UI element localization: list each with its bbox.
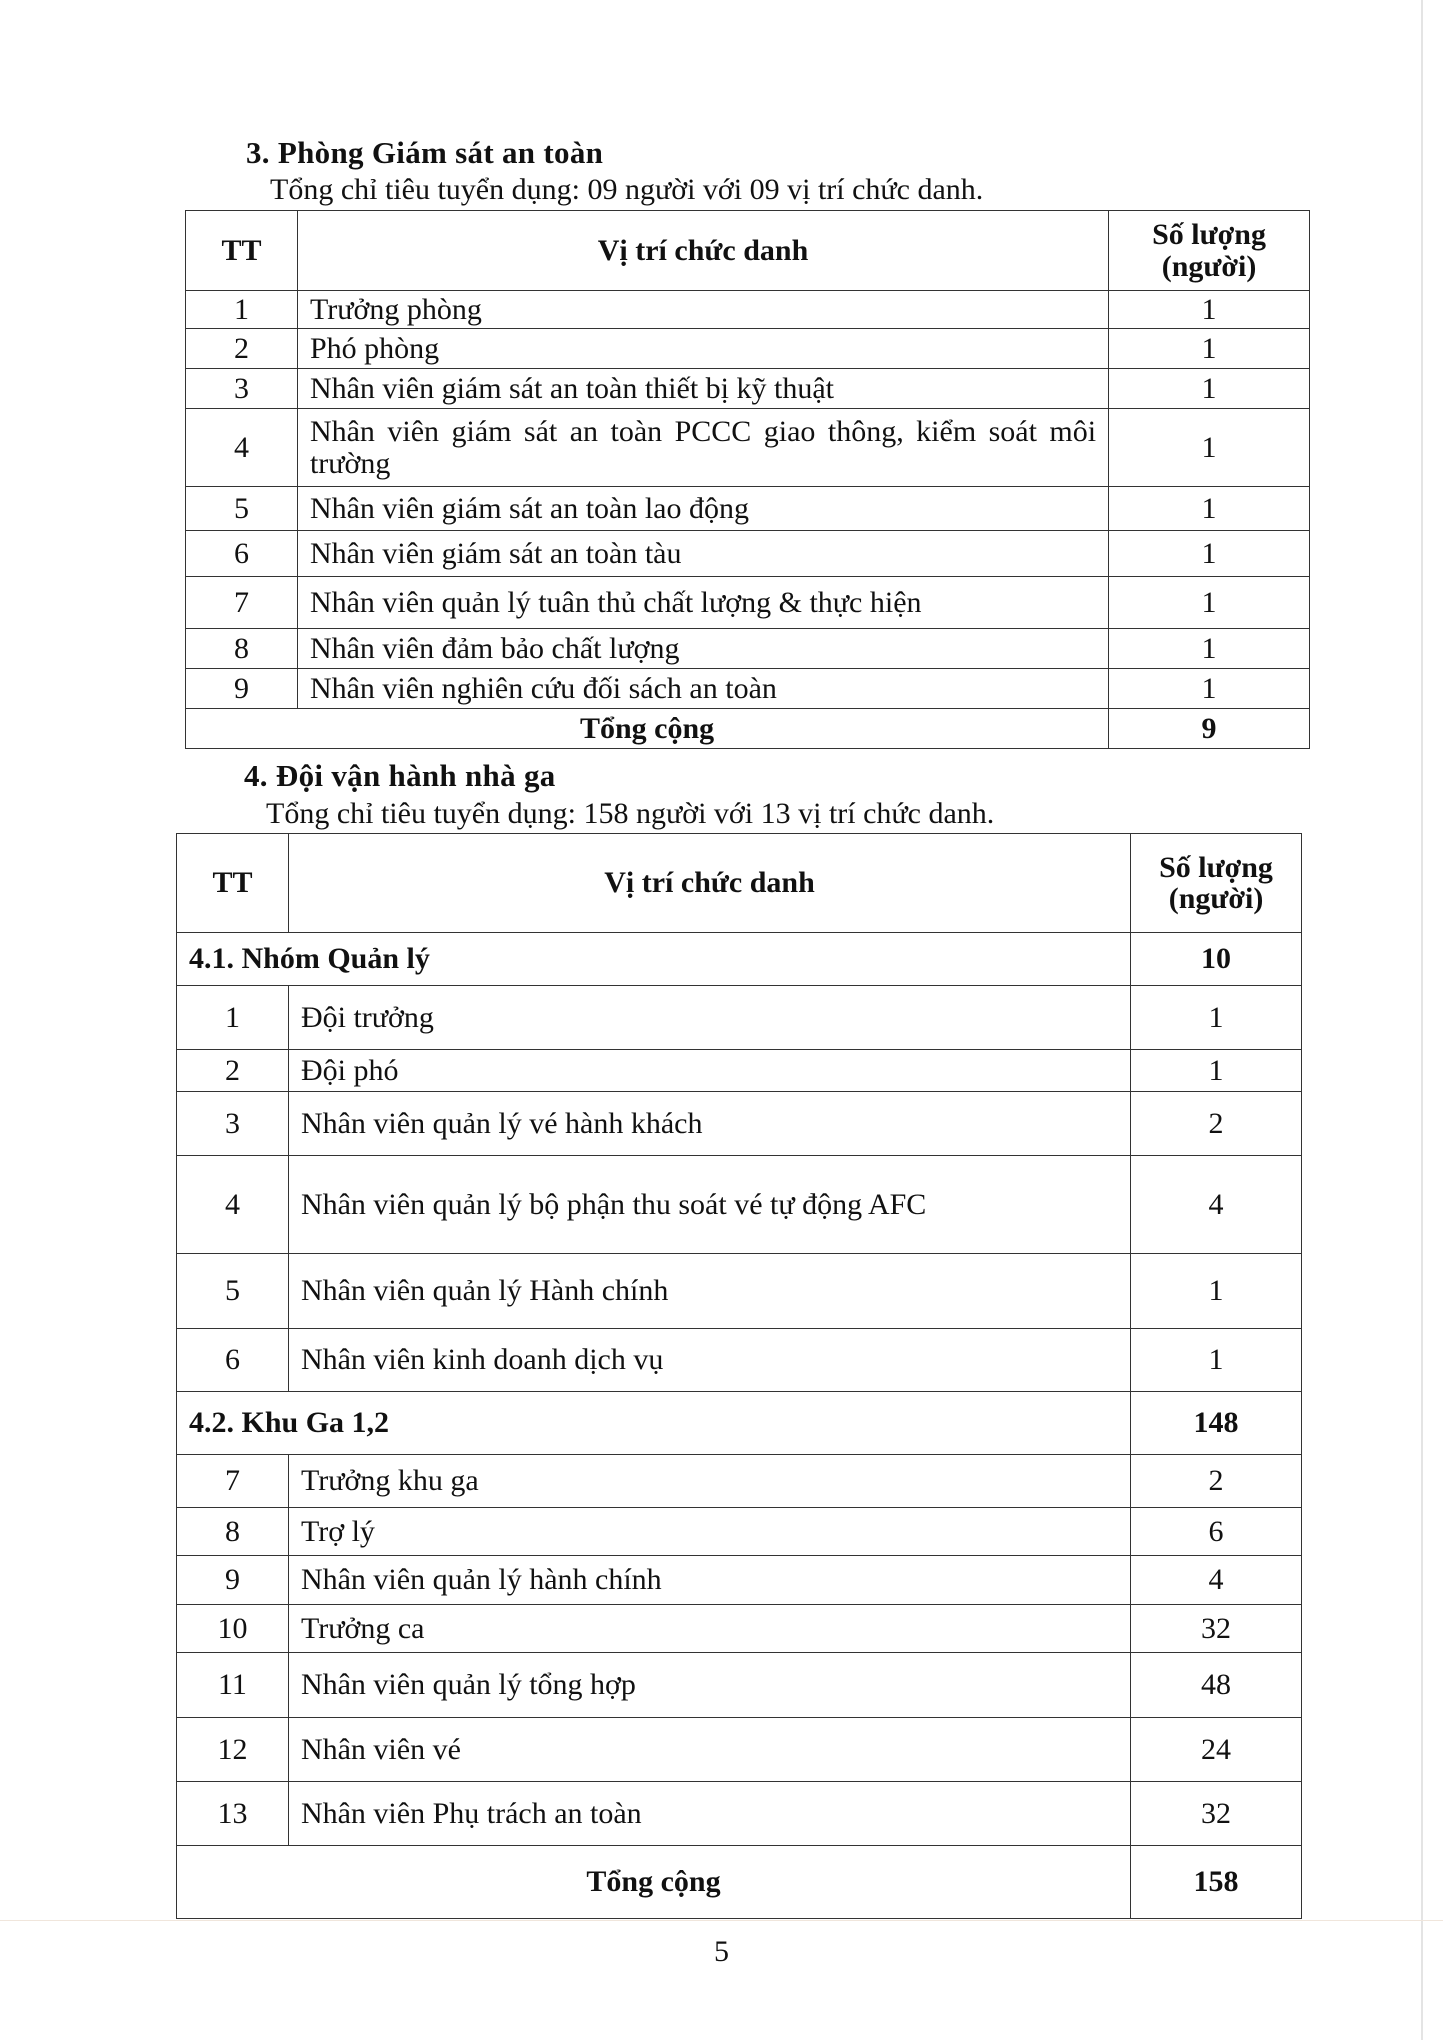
section-3-table [185, 210, 1310, 749]
row-qty: 1 [1109, 291, 1310, 329]
row-tt: 2 [186, 329, 298, 369]
row-tt: 12 [177, 1718, 289, 1782]
table-row [177, 1156, 1302, 1254]
col-qty-header [1131, 834, 1302, 933]
table-row [186, 531, 1310, 577]
row-qty: 1 [1109, 487, 1310, 531]
row-position: Nhân viên kinh doanh dịch vụ [288, 1329, 1130, 1392]
row-tt: 11 [177, 1653, 289, 1718]
row-position: Nhân viên giám sát an toàn lao động [297, 487, 1108, 531]
row-tt: 9 [177, 1556, 289, 1605]
row-tt: 6 [177, 1329, 289, 1392]
group-total: 10 [1131, 933, 1302, 986]
row-position: Nhân viên vé [288, 1718, 1130, 1782]
row-qty: 1 [1109, 409, 1310, 487]
table-row [177, 1718, 1302, 1782]
row-position: Nhân viên quản lý tuân thủ chất lượng & thực hiện [297, 577, 1108, 629]
section-3-subtitle: Tổng chỉ tiêu tuyển dụng: 09 người với 09 vị trí chức danh. [270, 173, 984, 206]
table-row [186, 629, 1310, 669]
row-tt: 8 [177, 1508, 289, 1556]
group-label: 4.2. Khu Ga 1,2 [177, 1392, 1131, 1455]
table-row [177, 1605, 1302, 1653]
col-qty-header [1109, 211, 1310, 291]
col-qty-line2: (người) [1168, 882, 1264, 915]
table-total-row [186, 709, 1310, 749]
row-tt: 7 [177, 1455, 289, 1508]
row-position: Nhân viên quản lý hành chính [288, 1556, 1130, 1605]
footer-divider [0, 1920, 1443, 1921]
row-position: Trợ lý [288, 1508, 1130, 1556]
table-row [177, 986, 1302, 1050]
row-tt: 1 [186, 291, 298, 329]
col-tt-header: TT [177, 834, 289, 933]
total-label: Tổng cộng [177, 1846, 1131, 1919]
row-position: Nhân viên giám sát an toàn tàu [297, 531, 1108, 577]
row-tt: 3 [186, 369, 298, 409]
row-tt: 13 [177, 1782, 289, 1846]
group-label: 4.1. Nhóm Quản lý [177, 933, 1131, 986]
row-qty: 32 [1131, 1605, 1302, 1653]
row-qty: 1 [1131, 1329, 1302, 1392]
group-total: 148 [1131, 1392, 1302, 1455]
row-tt: 10 [177, 1605, 289, 1653]
col-qty-line1: Số lượng [1152, 218, 1266, 251]
table-row [177, 1455, 1302, 1508]
row-tt: 9 [186, 669, 298, 709]
row-qty: 1 [1131, 1050, 1302, 1092]
row-tt: 3 [177, 1092, 289, 1156]
row-qty: 2 [1131, 1092, 1302, 1156]
row-tt: 7 [186, 577, 298, 629]
table-row [177, 1653, 1302, 1718]
col-position-header: Vị trí chức danh [297, 211, 1108, 291]
table-row [186, 487, 1310, 531]
row-position: Phó phòng [297, 329, 1108, 369]
row-tt: 1 [177, 986, 289, 1050]
row-qty: 1 [1109, 669, 1310, 709]
row-tt: 8 [186, 629, 298, 669]
row-tt: 5 [186, 487, 298, 531]
row-qty: 32 [1131, 1782, 1302, 1846]
row-position: Nhân viên giám sát an toàn PCCC giao thông, kiểm soát môi trường [297, 409, 1108, 487]
col-position-header: Vị trí chức danh [288, 834, 1130, 933]
row-qty: 1 [1109, 531, 1310, 577]
row-position: Nhân viên giám sát an toàn thiết bị kỹ thuật [297, 369, 1108, 409]
table-row [186, 577, 1310, 629]
table-row [186, 669, 1310, 709]
table-row [177, 1556, 1302, 1605]
row-position: Nhân viên nghiên cứu đối sách an toàn [297, 669, 1108, 709]
table-row [177, 1782, 1302, 1846]
total-value: 158 [1131, 1846, 1302, 1919]
section-4-heading: 4. Đội vận hành nhà ga [244, 758, 556, 793]
table-row [177, 1329, 1302, 1392]
table-header-row [186, 211, 1310, 291]
total-label: Tổng cộng [186, 709, 1109, 749]
section-4-table [176, 833, 1302, 1919]
row-tt: 2 [177, 1050, 289, 1092]
page-edge-line [1421, 0, 1423, 2040]
row-tt: 6 [186, 531, 298, 577]
table-total-row [177, 1846, 1302, 1919]
row-qty: 1 [1131, 1254, 1302, 1329]
row-position: Trưởng ca [288, 1605, 1130, 1653]
col-qty-line1: Số lượng [1159, 850, 1273, 884]
row-position: Nhân viên quản lý bộ phận thu soát vé tự động AFC [288, 1156, 1130, 1254]
row-position: Nhân viên đảm bảo chất lượng [297, 629, 1108, 669]
group-row-station-area [177, 1392, 1302, 1455]
row-position: Đội trưởng [288, 986, 1130, 1050]
group-row-management [177, 933, 1302, 986]
section-3-heading: 3. Phòng Giám sát an toàn [246, 135, 604, 170]
row-qty: 1 [1109, 329, 1310, 369]
row-position: Nhân viên quản lý Hành chính [288, 1254, 1130, 1329]
row-qty: 1 [1131, 986, 1302, 1050]
row-position: Trưởng khu ga [288, 1455, 1130, 1508]
row-tt: 5 [177, 1254, 289, 1329]
row-qty: 6 [1131, 1508, 1302, 1556]
table-row [186, 409, 1310, 487]
row-qty: 2 [1131, 1455, 1302, 1508]
table-row [186, 329, 1310, 369]
row-tt: 4 [186, 409, 298, 487]
row-qty: 4 [1131, 1156, 1302, 1254]
row-position: Đội phó [288, 1050, 1130, 1092]
page-number: 5 [714, 1935, 729, 1968]
row-qty: 24 [1131, 1718, 1302, 1782]
row-position: Trưởng phòng [297, 291, 1108, 329]
row-tt: 4 [177, 1156, 289, 1254]
row-position: Nhân viên Phụ trách an toàn [288, 1782, 1130, 1846]
total-value: 9 [1109, 709, 1310, 749]
row-qty: 1 [1109, 577, 1310, 629]
row-position: Nhân viên quản lý vé hành khách [288, 1092, 1130, 1156]
col-qty-line2: (người) [1161, 249, 1257, 283]
table-row [186, 291, 1310, 329]
row-position: Nhân viên quản lý tổng hợp [288, 1653, 1130, 1718]
table-header-row [177, 834, 1302, 933]
row-qty: 48 [1131, 1653, 1302, 1718]
row-qty: 1 [1109, 629, 1310, 669]
table-row [177, 1050, 1302, 1092]
table-row [186, 369, 1310, 409]
section-4-subtitle: Tổng chỉ tiêu tuyển dụng: 158 người với 13 vị trí chức danh. [266, 797, 995, 830]
table-row [177, 1254, 1302, 1329]
table-row [177, 1508, 1302, 1556]
col-tt-header: TT [186, 211, 298, 291]
row-qty: 1 [1109, 369, 1310, 409]
row-qty: 4 [1131, 1556, 1302, 1605]
table-row [177, 1092, 1302, 1156]
